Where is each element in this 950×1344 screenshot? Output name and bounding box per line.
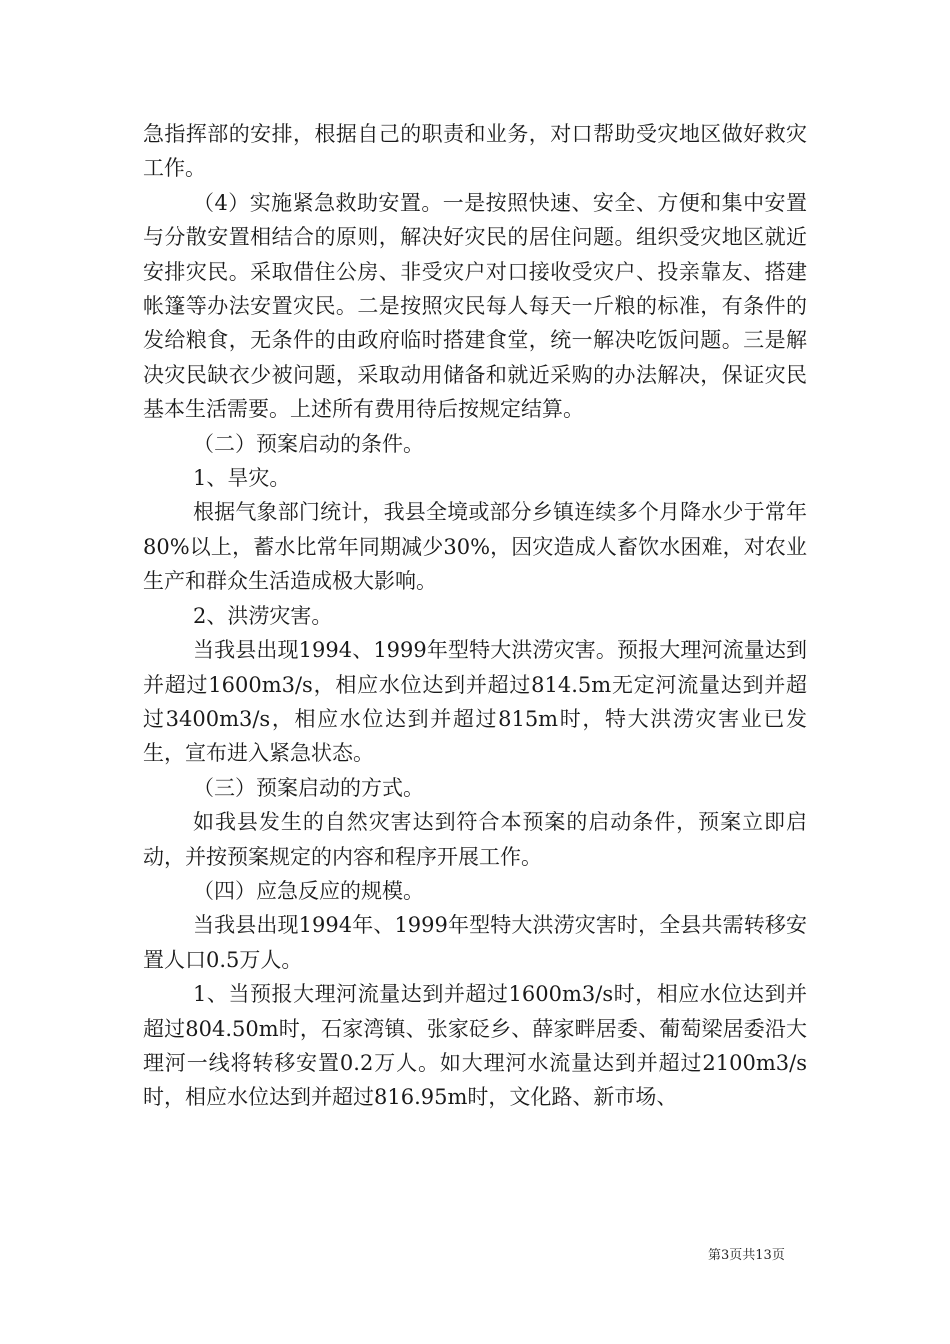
document-body (143, 117, 807, 1115)
subheading-drought: 1、旱灾。 (193, 466, 291, 491)
section-heading-2: （二）预案启动的条件。 (193, 431, 424, 456)
section-heading-4: （四）应急反应的规模。 (193, 878, 424, 903)
paragraph-startup: 如我县发生的自然灾害达到符合本预案的启动条件，预案立即启动，并按预案规定的内容和程序开展工作。 (143, 810, 807, 869)
paragraph-flood: 当我县出现1994、1999年型特大洪涝灾害。预报大理河流量达到并超过1600m3/s，相应水位达到并超过814.5m无定河流量达到并超过3400m3/s，相应水位达到并超过815m时，特大洪涝灾害业已发生，宣布进入紧急状态。 (143, 638, 807, 766)
paragraph-scale-1: 1、当预报大理河流量达到并超过1600m3/s时，相应水位达到并超过804.50m时，石家湾镇、张家砭乡、薛家畔居委、葡萄梁居委沿大理河一线将转移安置0.2万人。如大理河水流量达到并超过2100m3/s时，相应水位达到并超过816.95m时，文化路、新市场、 (143, 982, 807, 1110)
subheading-flood: 2、洪涝灾害。 (193, 603, 333, 628)
paragraph-2: （4）实施紧急救助安置。一是按照快速、安全、方便和集中安置与分散安置相结合的原则，解决好灾民的居住问题。组织受灾地区就近安排灾民。采取借住公房、非受灾户对口接收受灾户、投亲靠友、搭建帐篷等办法安置灾民。二是按照灾民每人每天一斤粮的标准，有条件的发给粮食，无条件的由政府临时搭建食堂，统一解决吃饭问题。三是解决灾民缺衣少被问题，采取动用储备和就近采购的办法解决，保证灾民基本生活需要。上述所有费用待后按规定结算。 (143, 190, 807, 422)
page-number: 第3页共13页 (708, 1248, 785, 1263)
paragraph-1: 急指挥部的安排，根据自己的职责和业务，对口帮助受灾地区做好救灾工作。 (143, 122, 807, 181)
paragraph-drought: 根据气象部门统计，我县全境或部分乡镇连续多个月降水少于常年80%以上，蓄水比常年同期减少30%，因灾造成人畜饮水困难，对农业生产和群众生活造成极大影响。 (143, 500, 807, 594)
paragraph-scale: 当我县出现1994年、1999年型特大洪涝灾害时，全县共需转移安置人口0.5万人。 (143, 913, 807, 972)
section-heading-3: （三）预案启动的方式。 (193, 775, 424, 800)
